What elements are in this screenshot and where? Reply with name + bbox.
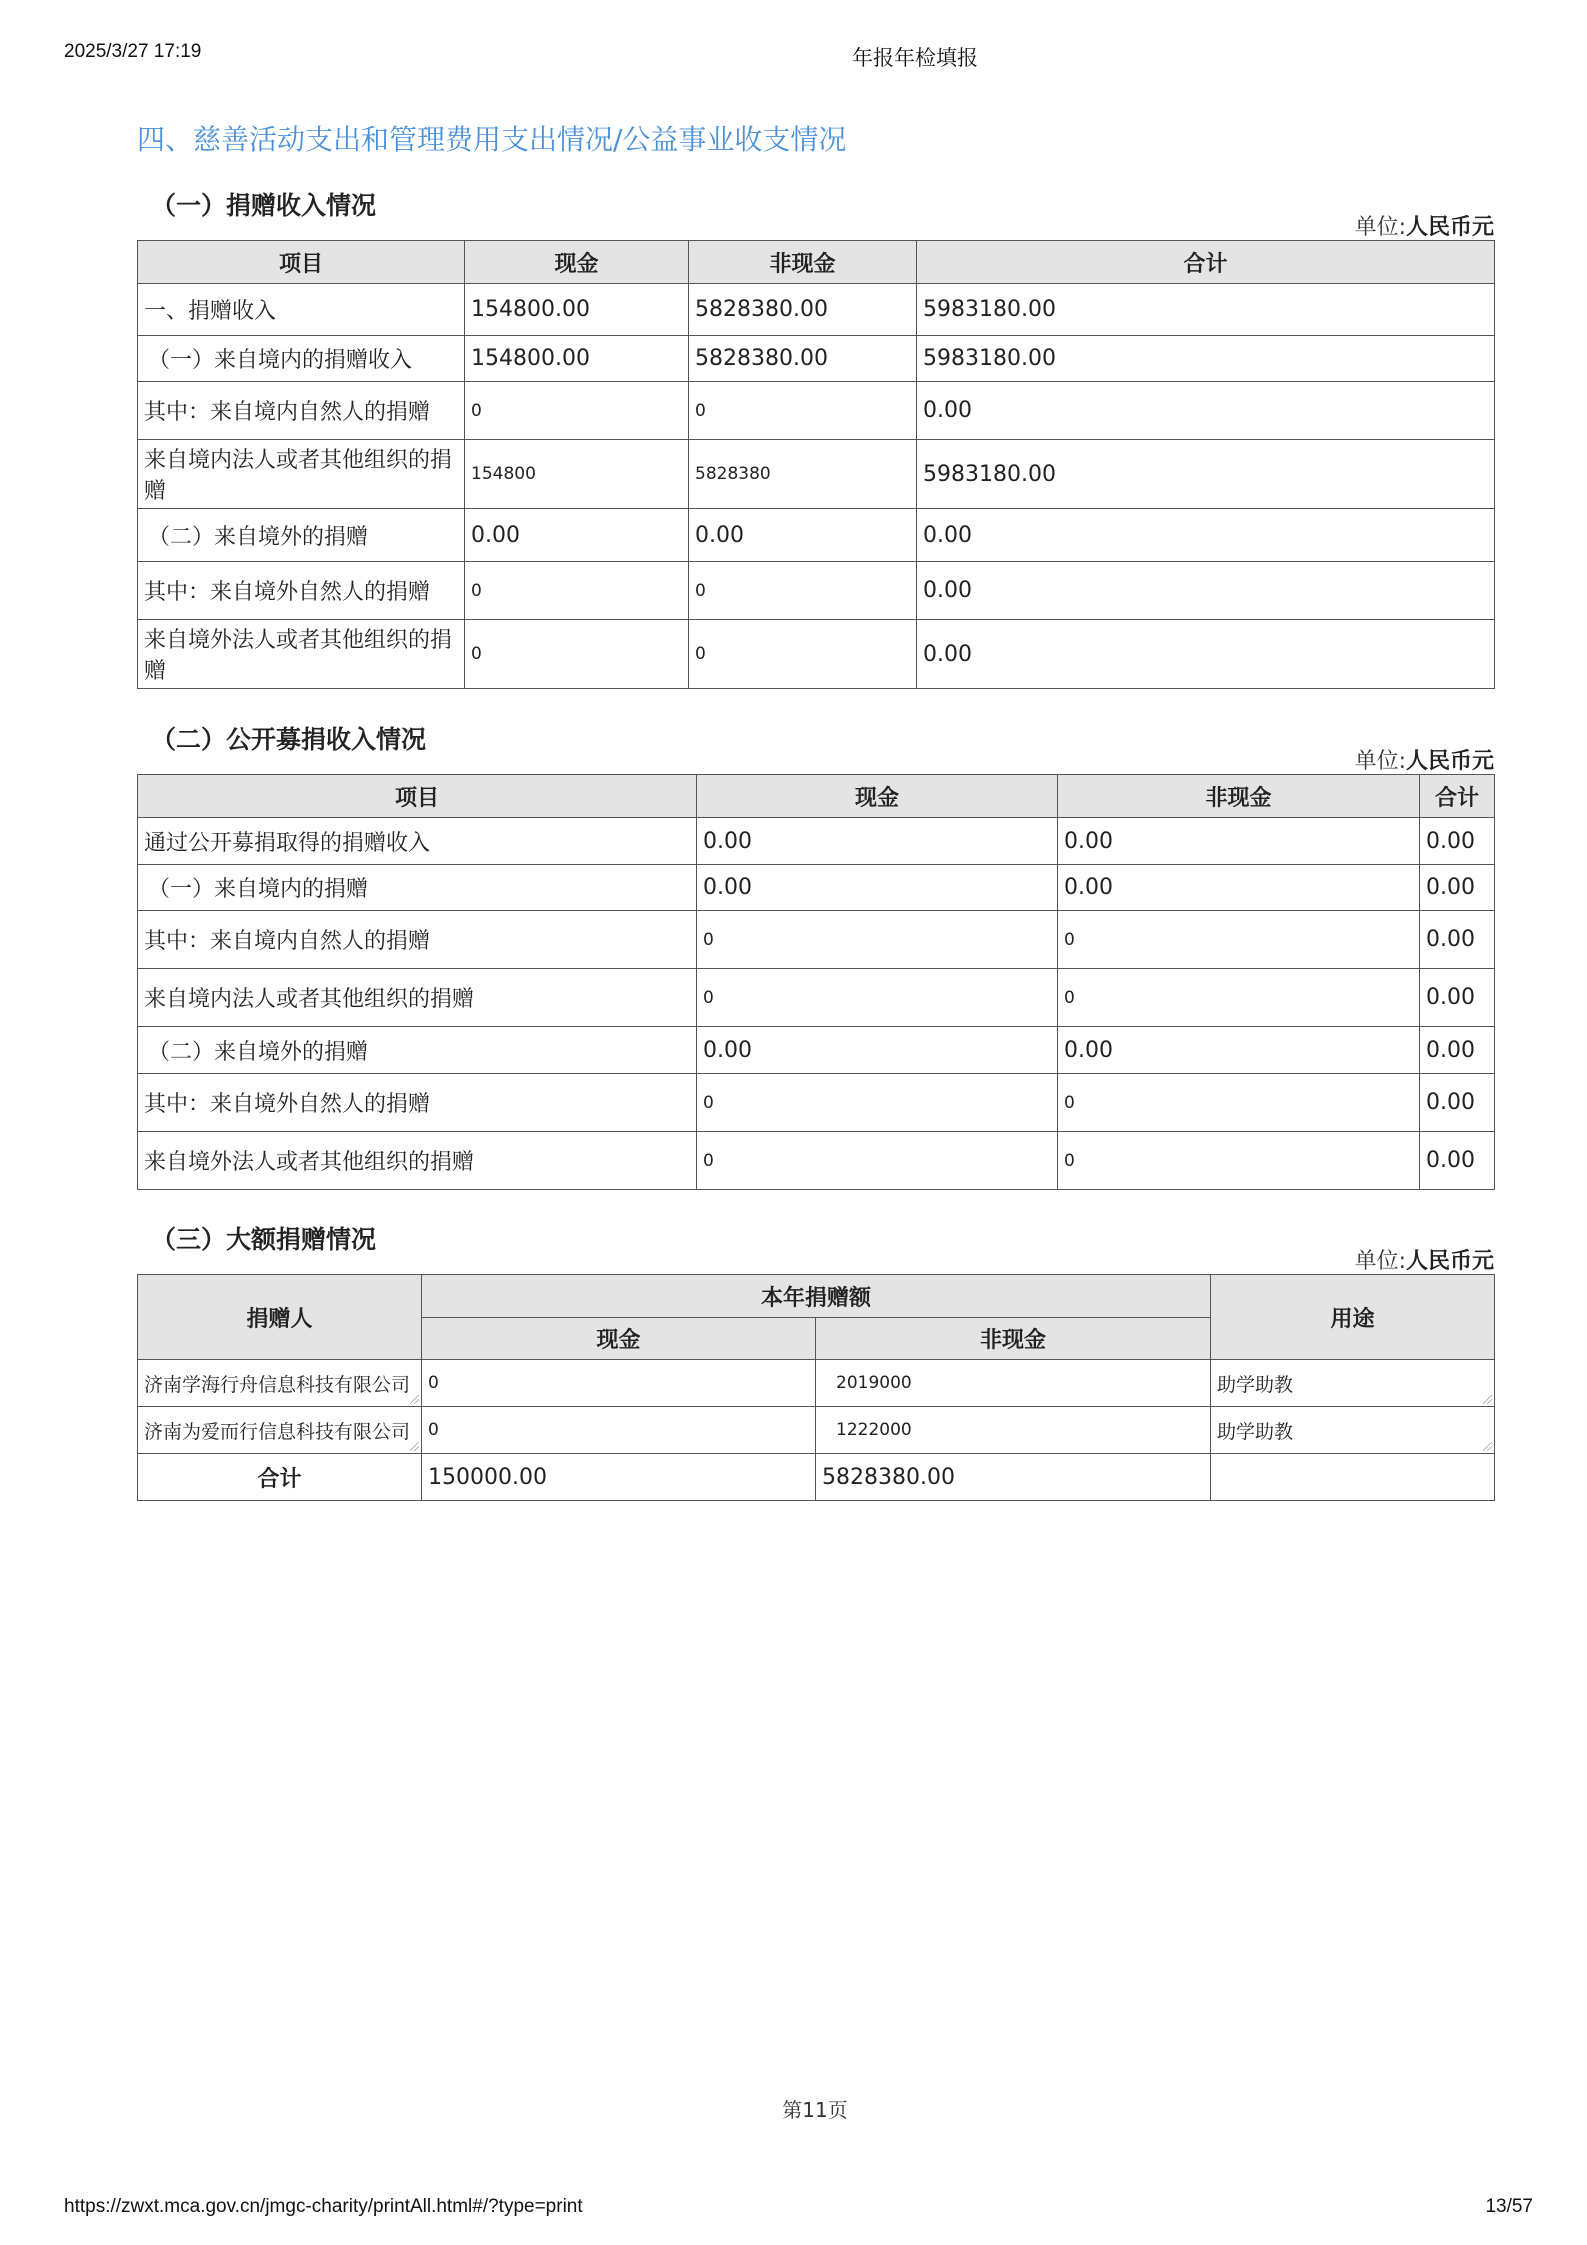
col-header: 现金: [465, 241, 689, 284]
noncash-input[interactable]: 0: [689, 562, 917, 620]
unit-label-1: 单位:人民币元: [1354, 215, 1494, 240]
row-label: 来自境外法人或者其他组织的捐赠: [138, 620, 465, 689]
total-noncash: 5828380.00: [816, 1454, 1211, 1501]
total-cash: 150000.00: [422, 1454, 816, 1501]
cash-input[interactable]: 0: [465, 382, 689, 440]
table-row: [138, 1360, 1495, 1407]
table-row: [138, 284, 1495, 336]
col-header: 非现金: [689, 241, 917, 284]
print-page-count: 13/57: [1485, 2196, 1533, 2217]
table-row: [138, 969, 1495, 1027]
total-cell: 5983180.00: [917, 336, 1495, 382]
table-row: [138, 440, 1495, 509]
table-row: [138, 911, 1495, 969]
total-cell: 0.00: [1420, 865, 1495, 911]
col-header: 项目: [138, 775, 697, 818]
total-cell: 0.00: [917, 509, 1495, 562]
cash-input[interactable]: 0: [422, 1407, 816, 1454]
noncash-input[interactable]: 0: [689, 620, 917, 689]
row-label: 一、捐赠收入: [138, 284, 465, 336]
noncash-input[interactable]: 5828380: [689, 440, 917, 509]
cash-cell: 154800.00: [465, 284, 689, 336]
table-row: [138, 336, 1495, 382]
table-row: [138, 818, 1495, 865]
large-donations-title: （三）大额捐赠情况: [151, 1225, 377, 1254]
row-label: 通过公开募捐取得的捐赠收入: [138, 818, 697, 865]
noncash-input[interactable]: 2019000: [816, 1360, 1211, 1407]
total-label: 合计: [138, 1454, 422, 1501]
row-label: 来自境外法人或者其他组织的捐赠: [138, 1132, 697, 1190]
row-label: 其中：来自境内自然人的捐赠: [138, 911, 697, 969]
col-header-use: 用途: [1211, 1275, 1495, 1360]
col-header-donor: 捐赠人: [138, 1275, 422, 1360]
noncash-cell: 0.00: [1058, 865, 1420, 911]
cash-cell: 0.00: [697, 818, 1058, 865]
use-input[interactable]: 助学助教: [1211, 1407, 1495, 1454]
cash-cell: 0.00: [465, 509, 689, 562]
unit-label-3: 单位:人民币元: [1354, 1249, 1494, 1274]
row-label: 来自境内法人或者其他组织的捐赠: [138, 440, 465, 509]
cash-input[interactable]: 154800: [465, 440, 689, 509]
donor-input[interactable]: 济南为爱而行信息科技有限公司: [138, 1407, 422, 1454]
public-fundraising-table: [137, 774, 1495, 1190]
cash-input[interactable]: 0: [697, 911, 1058, 969]
table-total-row: [138, 1454, 1495, 1501]
cash-input[interactable]: 0: [465, 620, 689, 689]
row-label: （一）来自境内的捐赠: [138, 865, 697, 911]
page-number: 第11页: [782, 2098, 848, 2122]
table-row: [138, 865, 1495, 911]
total-cell: 0.00: [917, 382, 1495, 440]
cash-input[interactable]: 0: [697, 1132, 1058, 1190]
print-datetime: 2025/3/27 17:19: [64, 41, 202, 62]
col-header: 合计: [917, 241, 1495, 284]
print-page-title: 年报年检填报: [852, 46, 978, 70]
row-label: （二）来自境外的捐赠: [138, 509, 465, 562]
total-use: [1211, 1454, 1495, 1501]
row-label: （一）来自境内的捐赠收入: [138, 336, 465, 382]
cash-cell: 0.00: [697, 865, 1058, 911]
total-cell: 5983180.00: [917, 284, 1495, 336]
cash-input[interactable]: 0: [465, 562, 689, 620]
total-cell: 0.00: [1420, 1132, 1495, 1190]
cash-cell: 0.00: [697, 1027, 1058, 1074]
total-cell: 0.00: [917, 562, 1495, 620]
total-cell: 0.00: [1420, 1074, 1495, 1132]
col-header: 合计: [1420, 775, 1495, 818]
noncash-cell: 0.00: [689, 509, 917, 562]
row-label: （二）来自境外的捐赠: [138, 1027, 697, 1074]
section-title: 四、慈善活动支出和管理费用支出情况/公益事业收支情况: [137, 123, 847, 156]
public-fundraising-title: （二）公开募捐收入情况: [151, 725, 427, 754]
print-url: https://zwxt.mca.gov.cn/jmgc-charity/printAll.html#/?type=print: [64, 2196, 583, 2217]
row-label: 其中：来自境外自然人的捐赠: [138, 1074, 697, 1132]
noncash-input[interactable]: 0: [1058, 911, 1420, 969]
table-row: [138, 562, 1495, 620]
table-row: [138, 382, 1495, 440]
col-header: 现金: [697, 775, 1058, 818]
col-header-cash: 现金: [422, 1318, 816, 1360]
table-row: [138, 1074, 1495, 1132]
total-cell: 0.00: [917, 620, 1495, 689]
table-row: [138, 620, 1495, 689]
donor-input[interactable]: 济南学海行舟信息科技有限公司: [138, 1360, 422, 1407]
resize-grip-icon[interactable]: [1483, 1395, 1492, 1404]
table-row: [138, 509, 1495, 562]
cash-input[interactable]: 0: [422, 1360, 816, 1407]
noncash-input[interactable]: 0: [1058, 1074, 1420, 1132]
donation-income-table: [137, 240, 1495, 689]
total-cell: 0.00: [1420, 818, 1495, 865]
col-header: 非现金: [1058, 775, 1420, 818]
noncash-cell: 0.00: [1058, 818, 1420, 865]
cash-cell: 154800.00: [465, 336, 689, 382]
use-input[interactable]: 助学助教: [1211, 1360, 1495, 1407]
row-label: 其中：来自境内自然人的捐赠: [138, 382, 465, 440]
total-cell: 5983180.00: [917, 440, 1495, 509]
table-row: [138, 1027, 1495, 1074]
col-header-noncash: 非现金: [816, 1318, 1211, 1360]
total-cell: 0.00: [1420, 1027, 1495, 1074]
noncash-cell: 0.00: [1058, 1027, 1420, 1074]
large-donations-table: [137, 1274, 1495, 1501]
noncash-cell: 5828380.00: [689, 336, 917, 382]
resize-grip-icon[interactable]: [1483, 1442, 1492, 1451]
row-label: 其中：来自境外自然人的捐赠: [138, 562, 465, 620]
resize-grip-icon[interactable]: [410, 1442, 419, 1451]
unit-label-2: 单位:人民币元: [1354, 749, 1494, 774]
noncash-input[interactable]: 0: [1058, 1132, 1420, 1190]
col-header-amount: 本年捐赠额: [422, 1275, 1211, 1318]
noncash-input[interactable]: 0: [689, 382, 917, 440]
col-header: 项目: [138, 241, 465, 284]
total-cell: 0.00: [1420, 969, 1495, 1027]
table-row: [138, 1407, 1495, 1454]
row-label: 来自境内法人或者其他组织的捐赠: [138, 969, 697, 1027]
resize-grip-icon[interactable]: [410, 1395, 419, 1404]
donation-income-title: （一）捐赠收入情况: [151, 191, 377, 220]
table-header-row: [138, 1275, 1495, 1318]
cash-input[interactable]: 0: [697, 969, 1058, 1027]
table-header-row: [138, 241, 1495, 284]
table-row: [138, 1132, 1495, 1190]
table-header-row: [138, 775, 1495, 818]
cash-input[interactable]: 0: [697, 1074, 1058, 1132]
noncash-cell: 5828380.00: [689, 284, 917, 336]
total-cell: 0.00: [1420, 911, 1495, 969]
noncash-input[interactable]: 0: [1058, 969, 1420, 1027]
noncash-input[interactable]: 1222000: [816, 1407, 1211, 1454]
